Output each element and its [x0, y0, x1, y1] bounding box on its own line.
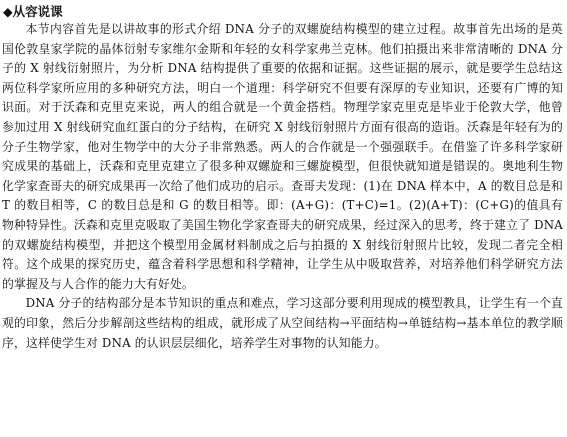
document-body [2, 3, 563, 353]
paragraph-structure: DNA 分子的结构部分是本节知识的重点和难点，学习这部分要利用现成的模型教具，让学生有一个直观的印象，然后分步解剖这些结构的组成，就形成了从空间结构→平面结构→单链结构→基本单位的教学顺序，这样使学生对 DNA 的认识层层细化，培养学生对事物的认知能力。 [2, 296, 563, 350]
section-heading: ◆从容说课 [3, 4, 63, 19]
paragraph-history: 本节内容首先是以讲故事的形式介绍 DNA 分子的双螺旋结构模型的建立过程。故事首先出场的是英国伦敦皇家学院的晶体衍射专家维尔金斯和年轻的女科学家弗兰克林。他们拍摄出来非常清晰的 DNA 分子的 X 射线衍射照片，为分析 DNA 结构提供了重要的依据和证据。这些证据的展示，就是要学生总结这两位科学家所应用的多种研究方法，明白一个道理：科学研究不但要有深厚的专业知识，还要有广博的知识面。对于沃森和克里克来说，两人的组合就是一个黄金搭档。物理学家克里克是毕业于伦敦大学，他曾参加过用 X 射线研究血红蛋白的分子结构，在研究 X 射线衍射照片方面有很高的造诣。沃森是年轻有为的分子生物学家，他对生物学中的大分子非常熟悉。两人的合作就是一个强强联手。在借鉴了许多科学家研究成果的基础上，沃森和克里克建立了很多种双螺旋和三螺旋模型，但很快就知道是错误的。奥地利生物化学家查哥夫的研究成果再一次给了他们成功的启示。查哥夫发现：(1)在 DNA 样本中，A 的数目总是和 T 的数目相等，C 的数目总是和 G 的数目相等。即：(A+G)：(T+C)=1。(2)(A+T)：(C+G)的值具有物种特异性。沃森和克里克吸取了美国生物化学家查哥夫的研究成果，经过深入的思考，终于建立了 DNA 的双螺旋结构模型，并把这个模型用金属材料制成之后与拍摄的 X 射线衍射照片比较，发现二者完全相符。这个成果的探究历史，蕴含着科学思想和科学精神，让学生从中吸取营养，对培养他们科学研究方法的掌握及与人合作的能力大有好处。 [2, 22, 563, 291]
